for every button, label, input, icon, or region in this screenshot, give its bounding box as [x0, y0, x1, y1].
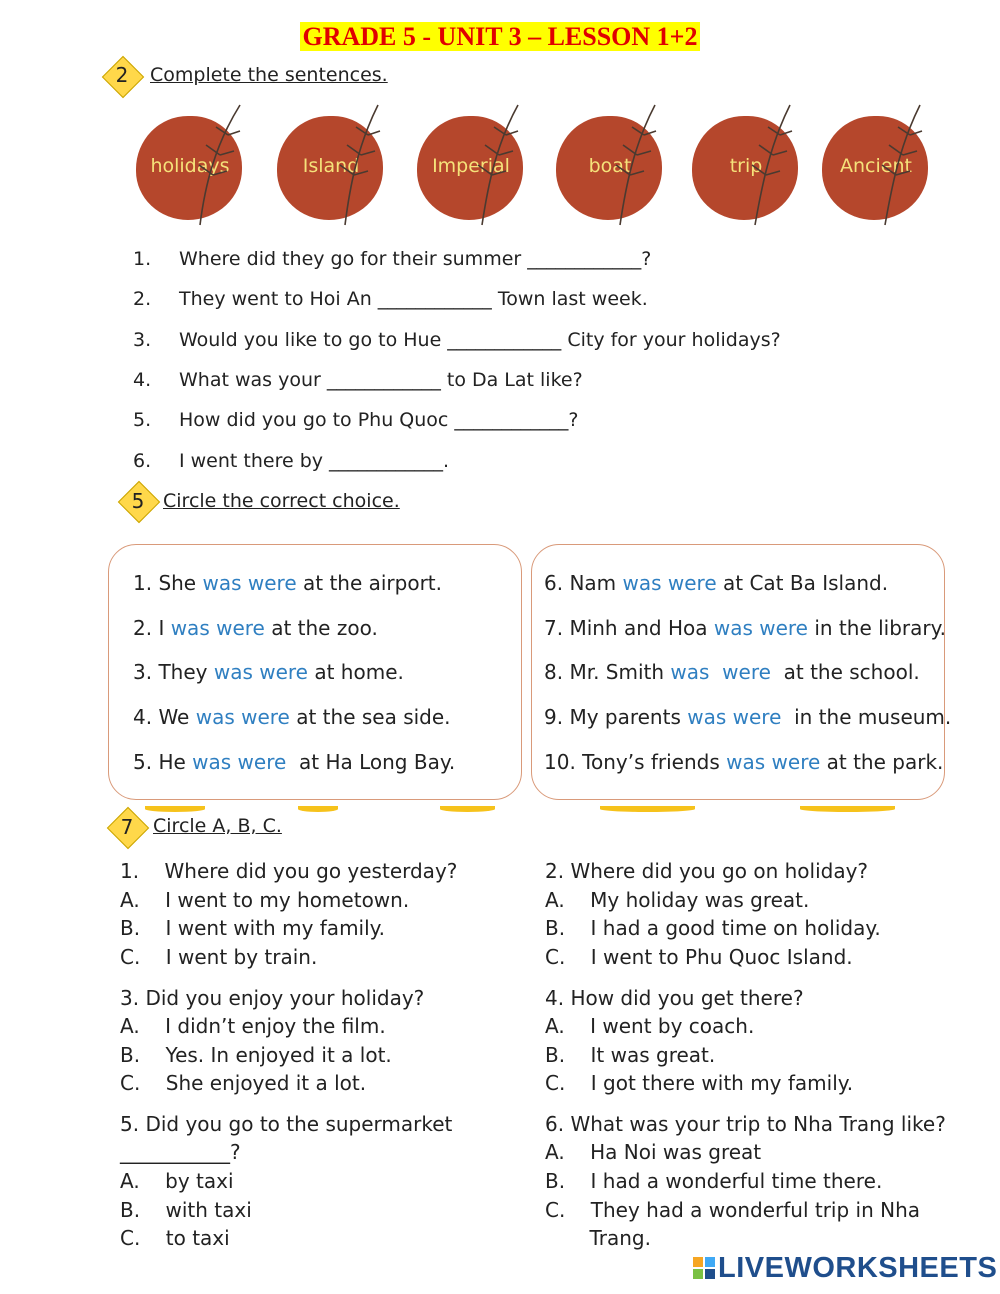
choice-line: 10. Tony’s friends was were at the park. — [544, 750, 944, 774]
mc-question: 4. How did you get there? — [545, 986, 804, 1010]
mc-option-b[interactable]: B. with taxi — [120, 1198, 252, 1222]
question-text: I went there by ____________. — [179, 450, 450, 472]
decorative-curve — [600, 806, 695, 812]
choice-line: 4. We was were at the sea side. — [133, 705, 451, 729]
mc-option-b[interactable]: B. I had a good time on holiday. — [545, 916, 881, 940]
mc-question: 6. What was your trip to Nha Trang like? — [545, 1112, 946, 1136]
mc-option-c-continued: Trang. — [545, 1226, 651, 1250]
question-text: Would you like to go to Hue ____________ City for your holidays? — [179, 329, 781, 351]
question-number: 5. — [133, 409, 152, 431]
decorative-curve — [800, 806, 895, 812]
section-2-number: 2 — [115, 63, 129, 87]
choice-line: 7. Minh and Hoa was were in the library. — [544, 616, 946, 640]
choice-option[interactable]: was were — [713, 616, 808, 640]
worksheet-title — [0, 22, 1000, 52]
liveworksheets-logo-icon — [693, 1257, 715, 1281]
choice-option[interactable]: was were — [170, 616, 265, 640]
choice-line: 2. I was were at the zoo. — [133, 616, 378, 640]
question-number: 4. — [133, 369, 152, 391]
section-7-heading: Circle A, B, C. — [153, 815, 282, 837]
mc-option-c[interactable]: C. I went by train. — [120, 945, 318, 969]
word-label: trip — [729, 155, 763, 177]
mc-question: 5. Did you go to the supermarket — [120, 1112, 453, 1136]
mc-option-b[interactable]: B. I had a wonderful time there. — [545, 1169, 883, 1193]
mc-question-blank: ___________? — [120, 1140, 241, 1164]
mc-question: 3. Did you enjoy your holiday? — [120, 986, 425, 1010]
question-text: Where did they go for their summer ____________? — [179, 248, 652, 270]
mc-option-c[interactable]: C. They had a wonderful trip in Nha — [545, 1198, 921, 1222]
choice-option[interactable]: was were — [687, 705, 782, 729]
choice-option[interactable]: was were — [202, 571, 297, 595]
mc-option-a[interactable]: A. My holiday was great. — [545, 888, 810, 912]
word-label: boat — [588, 155, 632, 177]
word-label: holidays — [150, 155, 230, 177]
choice-line: 1. She was were at the airport. — [133, 571, 443, 595]
mc-option-a[interactable]: A. I went to my hometown. — [120, 888, 410, 912]
choice-option[interactable]: was were — [192, 750, 287, 774]
branch-decorations — [0, 95, 1000, 235]
choice-option[interactable]: was were — [670, 660, 771, 684]
mc-option-a[interactable]: A. I went by coach. — [545, 1014, 755, 1038]
mc-question: 1. Where did you go yesterday? — [120, 859, 458, 883]
choice-line: 9. My parents was were in the museum. — [544, 705, 952, 729]
question-number: 2. — [133, 288, 152, 310]
section-5-heading: Circle the correct choice. — [163, 490, 400, 512]
mc-option-b[interactable]: B. I went with my family. — [120, 916, 385, 940]
mc-option-c[interactable]: C. I got there with my family. — [545, 1071, 854, 1095]
question-text: How did you go to Phu Quoc ____________? — [179, 409, 579, 431]
choice-option[interactable]: was were — [213, 660, 308, 684]
word-label: Ancient — [840, 155, 912, 177]
word-label: Island — [302, 155, 360, 177]
liveworksheets-logo-text: LIVEWORKSHEETS — [718, 1252, 998, 1284]
mc-option-c[interactable]: C. to taxi — [120, 1226, 230, 1250]
choice-option[interactable]: was were — [622, 571, 717, 595]
choice-option[interactable]: was were — [726, 750, 821, 774]
mc-option-b[interactable]: B. Yes. In enjoyed it a lot. — [120, 1043, 392, 1067]
question-number: 6. — [133, 450, 152, 472]
section-2-heading: Complete the sentences. — [150, 64, 388, 86]
question-text: What was your ____________ to Da Lat like? — [179, 369, 583, 391]
section-5-number: 5 — [131, 489, 145, 513]
section-7-number: 7 — [120, 815, 134, 839]
choice-option[interactable]: was were — [195, 705, 290, 729]
question-number: 3. — [133, 329, 152, 351]
mc-question: 2. Where did you go on holiday? — [545, 859, 869, 883]
question-text: They went to Hoi An ____________ Town last week. — [179, 288, 648, 310]
mc-option-c[interactable]: C. I went to Phu Quoc Island. — [545, 945, 853, 969]
mc-option-a[interactable]: A. Ha Noi was great — [545, 1140, 762, 1164]
decorative-curve — [298, 806, 338, 812]
choice-line: 3. They was were at home. — [133, 660, 404, 684]
mc-option-c[interactable]: C. She enjoyed it a lot. — [120, 1071, 367, 1095]
question-number: 1. — [133, 248, 152, 270]
mc-option-b[interactable]: B. It was great. — [545, 1043, 716, 1067]
decorative-curve — [440, 806, 495, 812]
mc-option-a[interactable]: A. I didn’t enjoy the film. — [120, 1014, 386, 1038]
mc-option-a[interactable]: A. by taxi — [120, 1169, 234, 1193]
decorative-curve — [145, 806, 205, 812]
choice-line: 8. Mr. Smith was were at the school. — [544, 660, 920, 684]
choice-line: 6. Nam was were at Cat Ba Island. — [544, 571, 889, 595]
choice-line: 5. He was were at Ha Long Bay. — [133, 750, 456, 774]
worksheet-title-text: GRADE 5 - UNIT 3 – LESSON 1+2 — [302, 22, 698, 51]
word-label: Imperial — [432, 155, 510, 177]
